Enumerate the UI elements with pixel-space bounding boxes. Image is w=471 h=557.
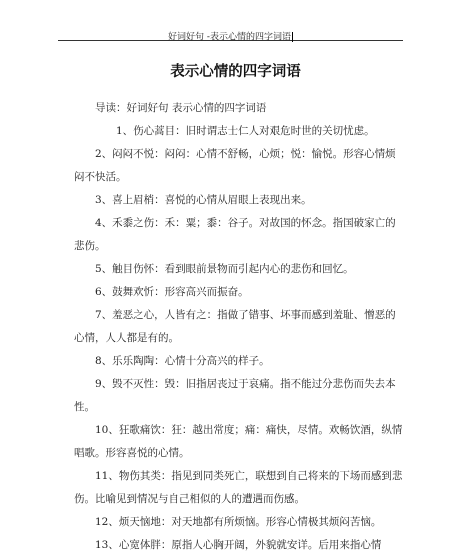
list-item: 8、乐乐陶陶：心情十分高兴的样子。 [95,355,270,367]
list-item: 7、羞恶之心，人皆有之：指做了错事、坏事而感到羞耻、憎恶的心情，人人都是有的。 [74,309,396,344]
list-item: 13、心宽体胖：原指人心胸开阔，外貌就安详。后用来指心情 [95,539,382,551]
list-item: 3、喜上眉梢：喜悦的心情从眉眼上表现出来。 [95,194,312,206]
list-item: 6、鼓舞欢忻：形容高兴而振奋。 [95,286,249,298]
list-item: 2、闷闷不悦：闷闷：心情不舒畅，心烦；悦：愉悦。形容心情烦闷不快活。 [74,148,396,183]
list-item: 5、触目伤怀：看到眼前景物而引起内心的悲伤和回忆。 [95,263,354,275]
document-body [74,97,404,557]
list-item: 9、毁不灭性：毁：旧指居丧过于哀痛。指不能过分悲伤而失去本性。 [74,378,396,413]
text-cursor [292,32,293,42]
list-item: 12、烦天恼地：对天地都有所烦恼。形容心情极其烦闷苦恼。 [95,516,382,528]
header-title: 好词好句 -表示心情的四字词语 [168,32,291,43]
list-item: 1、伤心蒿目：旧时谓志士仁人对艰危时世的关切忧虑。 [116,125,375,137]
document-title: 表示心情的四字词语 [170,63,301,80]
list-item: 4、禾黍之伤：禾：粟；黍：谷子。对故国的怀念。指国破家亡的悲伤。 [74,217,396,252]
header-text [58,32,403,43]
list-item: 11、物伤其类：指见到同类死亡，联想到自己将来的下场而感到悲伤。比喻见到情况与自己相似的人的遭遇而伤感。 [74,470,403,505]
page-header [58,0,403,41]
lead-paragraph: 导读：好词好句 表示心情的四字词语 [95,102,267,114]
list-item: 10、狂歌痛饮：狂：越出常度；痛：痛快，尽情。欢畅饮酒，纵情唱歌。形容喜悦的心情。 [74,424,403,459]
